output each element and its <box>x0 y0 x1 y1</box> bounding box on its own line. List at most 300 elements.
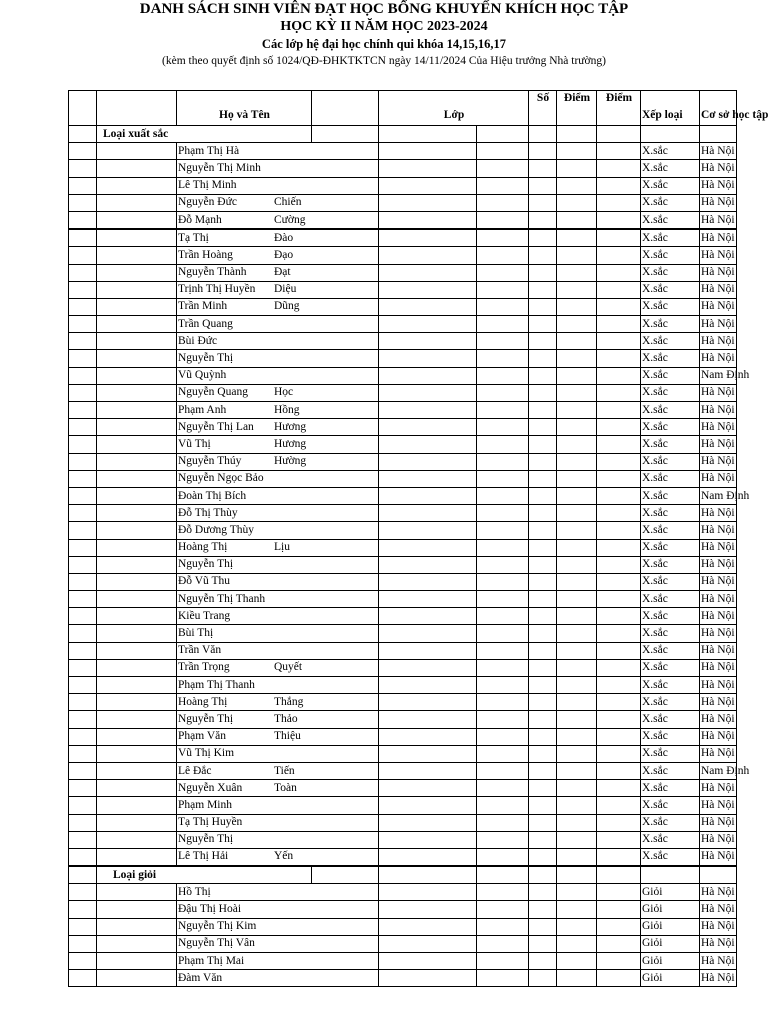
student-name <box>177 780 379 797</box>
cell <box>529 143 557 160</box>
cell <box>529 884 557 901</box>
cell <box>379 608 477 625</box>
campus-cell: Hà Nội <box>700 160 737 177</box>
cell <box>97 505 177 522</box>
campus-cell: Hà Nội <box>700 556 737 573</box>
rank-cell: X.sắc <box>641 211 700 229</box>
cell <box>529 126 557 143</box>
cell <box>597 384 641 401</box>
cell <box>597 814 641 831</box>
cell <box>557 229 597 247</box>
campus-cell: Hà Nội <box>700 848 737 866</box>
campus-cell: Hà Nội <box>700 264 737 281</box>
cell <box>529 642 557 659</box>
rank-cell: X.sắc <box>641 505 700 522</box>
cell <box>477 229 529 247</box>
cell <box>597 419 641 436</box>
cell <box>477 350 529 367</box>
cell <box>529 264 557 281</box>
cell <box>97 453 177 470</box>
cell <box>557 608 597 625</box>
rank-cell: Giỏi <box>641 935 700 952</box>
cell <box>97 522 177 539</box>
table-row <box>69 247 737 264</box>
cell <box>477 384 529 401</box>
cell <box>597 831 641 848</box>
student-name <box>177 436 379 453</box>
cell <box>557 419 597 436</box>
student-given-name: Quyết <box>274 661 303 674</box>
cell <box>97 539 177 556</box>
student-surname: Trần Minh <box>178 300 228 313</box>
student-surname: Nguyễn Thị Kim <box>178 920 257 933</box>
table-row <box>69 573 737 590</box>
cell <box>97 745 177 762</box>
cell <box>97 298 177 315</box>
cell <box>69 298 97 315</box>
cell <box>557 487 597 504</box>
table-row <box>69 901 737 918</box>
campus-cell: Hà Nội <box>700 953 737 970</box>
cell <box>97 608 177 625</box>
cell <box>477 901 529 918</box>
table-row <box>69 848 737 866</box>
cell <box>529 659 557 676</box>
rank-cell: X.sắc <box>641 367 700 384</box>
cell <box>379 831 477 848</box>
cell <box>379 642 477 659</box>
cell <box>477 797 529 814</box>
student-given-name: Lịu <box>274 541 290 554</box>
table-row <box>69 935 737 952</box>
cell <box>557 247 597 264</box>
table-row <box>69 711 737 728</box>
table-row <box>69 625 737 642</box>
cell <box>477 298 529 315</box>
student-surname: Đoàn Thị Bích <box>178 489 247 502</box>
cell <box>597 901 641 918</box>
cell <box>379 935 477 952</box>
student-surname: Lê Đắc <box>178 764 212 777</box>
student-surname: Nguyễn Thị Lan <box>178 420 254 433</box>
cell <box>557 211 597 229</box>
cell <box>597 728 641 745</box>
rank-cell: X.sắc <box>641 247 700 264</box>
cell <box>557 160 597 177</box>
cell <box>597 659 641 676</box>
cell <box>97 762 177 779</box>
campus-cell: Hà Nội <box>700 884 737 901</box>
cell <box>597 211 641 229</box>
student-surname: Trần Hoàng <box>178 248 233 261</box>
cell <box>477 608 529 625</box>
cell <box>97 728 177 745</box>
student-given-name: Thiệu <box>274 730 301 743</box>
campus-cell: Hà Nội <box>700 591 737 608</box>
cell <box>477 367 529 384</box>
cell <box>529 194 557 211</box>
table-row <box>69 177 737 194</box>
cell <box>69 333 97 350</box>
cell <box>69 814 97 831</box>
cell <box>529 350 557 367</box>
student-name <box>177 918 379 935</box>
cell <box>69 143 97 160</box>
cell <box>529 177 557 194</box>
rank-cell: Giỏi <box>641 953 700 970</box>
cell <box>557 625 597 642</box>
cell <box>379 591 477 608</box>
student-surname: Nguyễn Ngọc Bảo <box>178 472 264 485</box>
table-row <box>69 797 737 814</box>
cell <box>557 677 597 694</box>
cell <box>379 211 477 229</box>
student-given-name: Đào <box>274 231 294 244</box>
cell <box>597 884 641 901</box>
cell <box>529 935 557 952</box>
cell <box>529 728 557 745</box>
student-surname: Bùi Đức <box>178 334 218 347</box>
campus-cell: Hà Nội <box>700 694 737 711</box>
cell <box>477 453 529 470</box>
cell <box>597 126 641 143</box>
cell <box>477 247 529 264</box>
cell <box>529 814 557 831</box>
cell <box>597 367 641 384</box>
table-row <box>69 659 737 676</box>
student-name <box>177 229 379 247</box>
cell <box>379 264 477 281</box>
cell <box>597 935 641 952</box>
cell <box>529 539 557 556</box>
cell <box>477 918 529 935</box>
campus-cell: Hà Nội <box>700 229 737 247</box>
table-row <box>69 316 737 333</box>
cell <box>97 901 177 918</box>
table-row <box>69 160 737 177</box>
campus-cell: Hà Nội <box>700 298 737 315</box>
table-row <box>69 539 737 556</box>
student-surname: Tạ Thị <box>178 231 209 244</box>
cell <box>557 539 597 556</box>
cell <box>557 866 597 884</box>
cell <box>529 402 557 419</box>
cell <box>69 264 97 281</box>
cell <box>557 901 597 918</box>
student-given-name: Chiến <box>274 196 302 209</box>
cell <box>597 487 641 504</box>
cell <box>69 901 97 918</box>
cell <box>97 711 177 728</box>
student-surname: Nguyễn Quang <box>178 386 248 399</box>
student-name <box>177 160 379 177</box>
cell <box>379 229 477 247</box>
section-title: Loại xuất sắc <box>97 126 312 143</box>
cell <box>69 953 97 970</box>
cell <box>597 953 641 970</box>
table-row <box>69 522 737 539</box>
table-row <box>69 745 737 762</box>
cell <box>69 505 97 522</box>
student-surname: Phạm Văn <box>178 730 227 743</box>
cell <box>700 866 737 884</box>
campus-cell: Hà Nội <box>700 143 737 160</box>
cell <box>597 436 641 453</box>
cell <box>557 831 597 848</box>
cell <box>641 126 700 143</box>
cell <box>529 901 557 918</box>
student-given-name: Hương <box>274 437 307 450</box>
cell <box>529 384 557 401</box>
cell <box>97 160 177 177</box>
table-row <box>69 402 737 419</box>
cell <box>379 316 477 333</box>
cell <box>597 625 641 642</box>
student-name <box>177 194 379 211</box>
cell <box>69 316 97 333</box>
rank-cell: X.sắc <box>641 762 700 779</box>
student-name <box>177 211 379 229</box>
header-cell <box>312 91 379 126</box>
cell <box>477 316 529 333</box>
student-surname: Đỗ Vũ Thu <box>178 575 230 588</box>
table-row <box>69 211 737 229</box>
campus-cell: Hà Nội <box>700 522 737 539</box>
cell <box>69 211 97 229</box>
table-row <box>69 229 737 247</box>
student-surname: Hồ Thị <box>178 885 211 898</box>
cell <box>379 487 477 504</box>
cell <box>69 884 97 901</box>
cell <box>69 642 97 659</box>
cell <box>529 831 557 848</box>
student-name <box>177 970 379 987</box>
student-name <box>177 247 379 264</box>
cell <box>379 281 477 298</box>
table-row <box>69 436 737 453</box>
cell <box>379 762 477 779</box>
student-name <box>177 884 379 901</box>
cell <box>529 848 557 866</box>
header-class: Lớp <box>379 91 529 126</box>
header-cell <box>69 91 97 126</box>
cell <box>379 453 477 470</box>
cell <box>597 762 641 779</box>
campus-cell: Hà Nội <box>700 677 737 694</box>
campus-cell: Hà Nội <box>700 625 737 642</box>
student-name <box>177 797 379 814</box>
cell <box>97 247 177 264</box>
table-row <box>69 384 737 401</box>
student-name <box>177 402 379 419</box>
cell <box>69 694 97 711</box>
cell <box>529 316 557 333</box>
campus-cell: Hà Nội <box>700 970 737 987</box>
campus-cell: Hà Nội <box>700 470 737 487</box>
cell <box>97 556 177 573</box>
cell <box>529 229 557 247</box>
student-given-name: Đạt <box>274 266 291 279</box>
cell <box>597 694 641 711</box>
cell <box>97 970 177 987</box>
cell <box>69 539 97 556</box>
student-name <box>177 762 379 779</box>
student-surname: Đỗ Thị Thùy <box>178 506 238 519</box>
header-diem-2: Điểm <box>597 91 641 126</box>
cell <box>557 436 597 453</box>
cell <box>597 711 641 728</box>
cell <box>597 918 641 935</box>
cell <box>557 367 597 384</box>
student-name <box>177 831 379 848</box>
campus-cell: Hà Nội <box>700 419 737 436</box>
cell <box>69 866 97 884</box>
cell <box>97 333 177 350</box>
student-name <box>177 177 379 194</box>
table-row <box>69 970 737 987</box>
cell <box>529 298 557 315</box>
campus-cell: Hà Nội <box>700 935 737 952</box>
rank-cell: X.sắc <box>641 298 700 315</box>
cell <box>379 556 477 573</box>
rank-cell: X.sắc <box>641 264 700 281</box>
cell <box>557 453 597 470</box>
decision-reference: (kèm theo quyết định số 1024/QĐ-ĐHKTKTCN ngày 14/11/2024 Của Hiệu trưởng Nhà trường) <box>162 55 606 67</box>
campus-cell: Hà Nội <box>700 797 737 814</box>
cell <box>529 866 557 884</box>
cell <box>97 316 177 333</box>
cell <box>379 573 477 590</box>
cell <box>529 556 557 573</box>
rank-cell: X.sắc <box>641 642 700 659</box>
student-name <box>177 935 379 952</box>
cell <box>97 780 177 797</box>
cell <box>97 177 177 194</box>
student-surname: Phạm Thị Thanh <box>178 678 255 691</box>
cell <box>379 953 477 970</box>
student-surname: Phạm Minh <box>178 798 232 811</box>
cell <box>97 573 177 590</box>
table-row <box>69 918 737 935</box>
rank-cell: X.sắc <box>641 677 700 694</box>
campus-cell: Hà Nội <box>700 814 737 831</box>
cell <box>597 591 641 608</box>
cell <box>69 591 97 608</box>
cell <box>597 177 641 194</box>
campus-cell: Hà Nội <box>700 316 737 333</box>
cell <box>477 848 529 866</box>
rank-cell: X.sắc <box>641 728 700 745</box>
student-surname: Trần Trọng <box>178 661 230 674</box>
cell <box>477 573 529 590</box>
student-given-name: Diệu <box>274 283 297 296</box>
cell <box>69 177 97 194</box>
cell <box>379 194 477 211</box>
cell <box>477 556 529 573</box>
cell <box>597 281 641 298</box>
cell <box>97 143 177 160</box>
cell <box>597 642 641 659</box>
table-row <box>69 953 737 970</box>
table-row <box>69 884 737 901</box>
rank-cell: X.sắc <box>641 625 700 642</box>
campus-cell: Hà Nội <box>700 901 737 918</box>
cell <box>477 694 529 711</box>
cell <box>477 970 529 987</box>
cell <box>557 194 597 211</box>
student-name <box>177 677 379 694</box>
cell <box>477 402 529 419</box>
cell <box>597 333 641 350</box>
campus-cell: Hà Nội <box>700 608 737 625</box>
cell <box>97 402 177 419</box>
rank-cell: X.sắc <box>641 573 700 590</box>
table-row <box>69 298 737 315</box>
student-name <box>177 143 379 160</box>
rank-cell: X.sắc <box>641 229 700 247</box>
student-name <box>177 505 379 522</box>
cell <box>69 160 97 177</box>
cell <box>477 470 529 487</box>
scholarship-table <box>68 90 768 987</box>
campus-cell: Hà Nội <box>700 745 737 762</box>
rank-cell: X.sắc <box>641 780 700 797</box>
cell <box>529 419 557 436</box>
student-name <box>177 814 379 831</box>
student-surname: Nguyễn Thị <box>178 833 234 846</box>
campus-cell: Hà Nội <box>700 211 737 229</box>
cell <box>69 935 97 952</box>
cell <box>379 625 477 642</box>
cell <box>597 505 641 522</box>
cell <box>97 194 177 211</box>
student-name <box>177 333 379 350</box>
cell <box>69 608 97 625</box>
student-surname: Trần Văn <box>178 644 222 657</box>
cell <box>379 848 477 866</box>
cell <box>379 659 477 676</box>
student-surname: Phạm Thị Hà <box>178 144 240 157</box>
cell <box>69 848 97 866</box>
document-scope: Các lớp hệ đại học chính qui khóa 14,15,16,17 <box>261 37 507 51</box>
cell <box>477 745 529 762</box>
cell <box>379 505 477 522</box>
campus-cell: Hà Nội <box>700 436 737 453</box>
cell <box>557 281 597 298</box>
cell <box>379 901 477 918</box>
student-given-name: Học <box>274 386 294 399</box>
header-name: Họ và Tên <box>177 91 312 126</box>
cell <box>557 384 597 401</box>
cell <box>597 316 641 333</box>
cell <box>529 780 557 797</box>
cell <box>477 935 529 952</box>
table-row <box>69 143 737 160</box>
cell <box>69 194 97 211</box>
student-name <box>177 522 379 539</box>
cell <box>379 247 477 264</box>
rank-cell: X.sắc <box>641 333 700 350</box>
cell <box>557 694 597 711</box>
campus-cell: Hà Nội <box>700 831 737 848</box>
cell <box>69 918 97 935</box>
rank-cell: X.sắc <box>641 745 700 762</box>
cell <box>557 884 597 901</box>
cell <box>379 728 477 745</box>
cell <box>477 177 529 194</box>
student-name <box>177 728 379 745</box>
table-row <box>69 677 737 694</box>
